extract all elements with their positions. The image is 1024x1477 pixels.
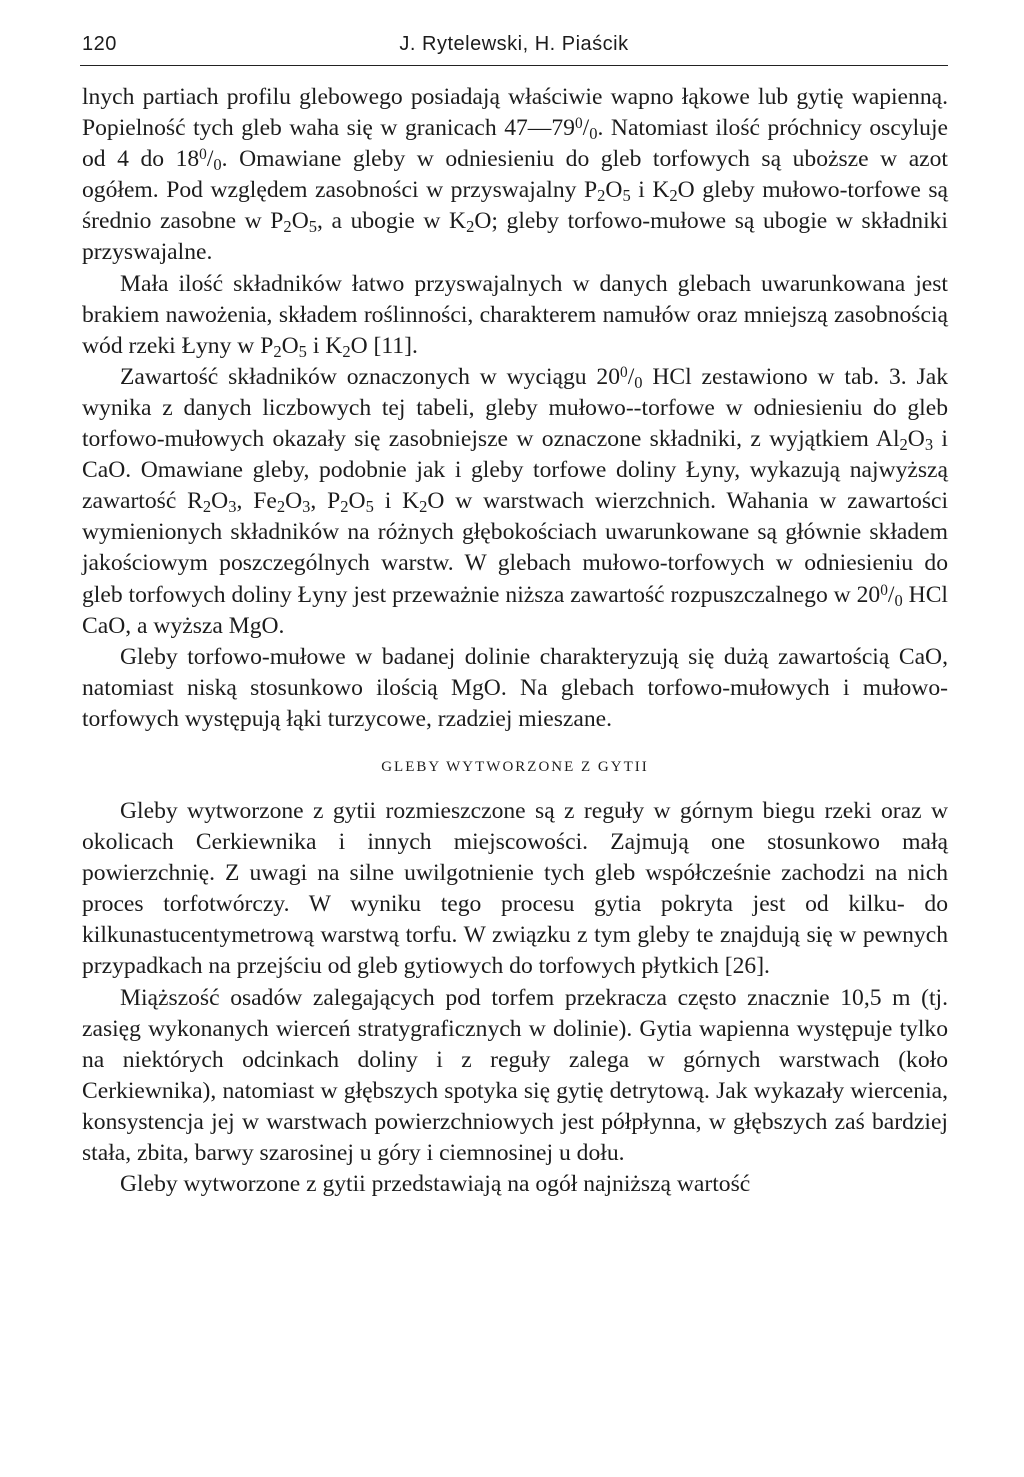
section-heading: GLEBY WYTWORZONE Z GYTII <box>381 758 649 775</box>
paragraph: lnych partiach profilu glebowego posiadają właściwie wapno łąkowe lub gytię wapienną. Popielność tych gleb waha się w granicach $47—79^0/_0$. Natomiast ilość próchnicy oscyluje od 4 do $18^0/_0$. Omawiane gleby w odniesieniu do gleb torfowych są uboższe w azot ogółem. Pod względem zasobności w przyswajalny $P_2O_5$ i $K_2O$ gleby mułowo-torfowe są średnio zasobne w $P_2O_5$, a ubogie w $K_2O$; gleby torfowo-mułowe są ubogie w składniki przyswajalne. <box>82 84 949 266</box>
header-rule <box>80 65 948 66</box>
body-text <box>82 82 948 1200</box>
paragraph: Zawartość składników oznaczonych w wyciągu $20^0/_0$ HCl zestawiono w tab. 3. Jak wynika z danych liczbowych tej tabeli, gleby mułowo--torfowe w odniesieniu do gleb torfowo-mułowych okazały się zasobniejsze w oznaczone składniki, z wyjątkiem $Al_2O_3$ i CaO. Omawiane gleby, podobnie jak i gleby torfowe doliny Łyny, wykazują najwyższą zawartość $R_2O_3$, $Fe_2O_3$, $P_2O_5$ i $K_2O$ w warstwach wierzchnich. Wahania w zawartości wymienionych składników na różnych głębokościach uwarunkowane są głównie składem jakościowym poszczególnych warstw. W glebach mułowo-torfowych w odniesieniu do gleb torfowych doliny Łyny jest przeważnie niższa zawartość rozpuszczalnego w $20^0/_0$ HCl CaO, a wyższa MgO. <box>82 363 949 639</box>
paragraph: Mała ilość składników łatwo przyswajalnych w danych glebach uwarunkowana jest brakiem nawożenia, składem roślinności, charakterem namułów oraz mniejszą zasobnością wód rzeki Łyny w $P_2O_5$ i $K_2O$ [11]. <box>82 270 948 361</box>
running-head-authors: J. Rytelewski, H. Piaścik <box>399 33 629 55</box>
page-number: 120 <box>82 33 117 55</box>
paragraph: Gleby wytworzone z gytii przedstawiają na ogół najniższą wartość <box>120 1171 751 1198</box>
running-head <box>80 33 948 59</box>
paragraph: Gleby torfowo-mułowe w badanej dolinie charakteryzują się dużą zawartością CaO, natomiast niską stosunkowo ilością MgO. Na glebach torfowo-mułowych i mułowo-torfowych występują łąki turzycowe, rzadziej mieszane. <box>82 643 948 732</box>
paragraph: Gleby wytworzone z gytii rozmieszczone są z reguły w górnym biegu rzeki oraz w okolicach Cerkiewnika i innych miejscowości. Zajmują one stosunkowo małą powierzchnię. Z uwagi na silne uwilgotnienie tych gleb współcześnie zachodzi na nich proces torfotwórczy. W wyniku tego procesu gytia pokryta jest od kilku- do kilkunastucentymetrową warstwą torfu. W związku z tym gleby te znajdują się w pewnych przypadkach na przejściu od gleb gytiowych do torfowych płytkich [26]. <box>82 797 948 980</box>
paragraph: Miąższość osadów zalegających pod torfem przekracza często znacznie 10,5 m (tj. zasięg wykonanych wierceń stratygraficznych w dolinie). Gytia wapienna występuje tylko na niektórych odcinkach doliny i z reguły zalega w górnych warstwach (koło Cerkiewnika), natomiast w głębszych spotyka się gytię detrytową. Jak wykazały wiercenia, konsystencja jej w warstwach powierzchniowych jest półpłynna, w głębszych zaś bardziej stała, zbita, barwy szarosinej u góry i ciemnosinej u dołu. <box>82 984 948 1166</box>
